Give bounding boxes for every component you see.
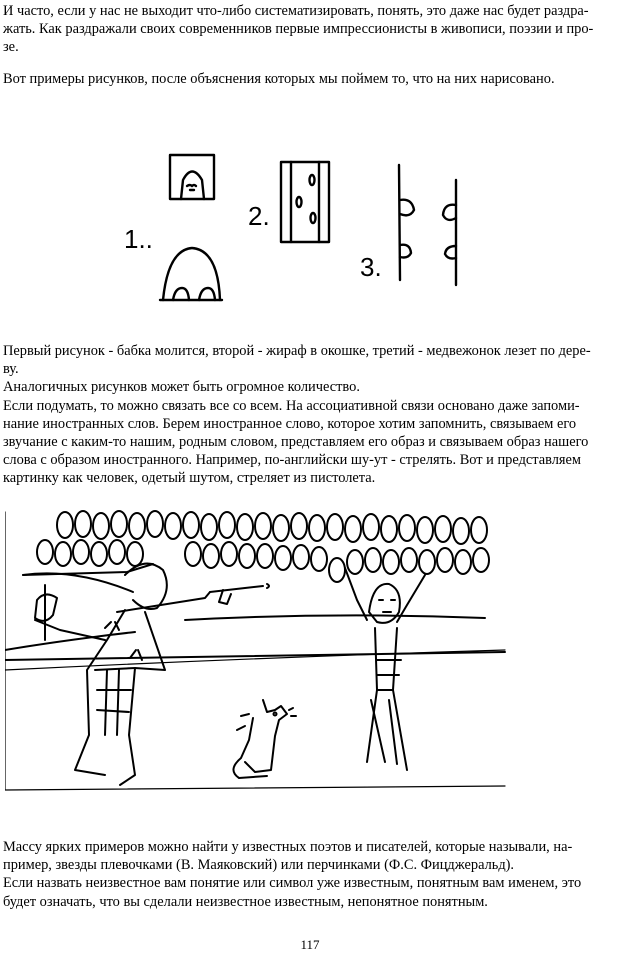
dog-figure <box>233 700 296 778</box>
text-line: будет означать, что вы сделали неизвестное известным, непонятное понятным. <box>3 893 488 910</box>
text-line: Первый рисунок - бабка молится, второй - жираф в окошке, третий - медвежонок лезет по дере- <box>3 343 591 359</box>
drawing-grandmother-praying <box>160 155 222 300</box>
text-line: картинку как человек, одетый шутом, стреляет из пистолета. <box>3 470 376 487</box>
ground-line <box>5 650 505 670</box>
drawing-label-1: 1.. <box>124 224 153 254</box>
text-line: Если назвать неизвестное вам понятие или символ уже известным, понятным вам именем, это <box>3 875 582 892</box>
victim-figure <box>345 568 425 770</box>
text-line: Аналогичных рисунков может быть огромное количество. <box>3 379 360 396</box>
crowd-drawing <box>37 511 489 582</box>
text-line: нание иностранных слов. Берем иностранное слово, которое хотим запомнить, связываем его <box>3 415 577 432</box>
paragraph-caption <box>3 342 615 488</box>
drawing-giraffe-window <box>281 162 329 242</box>
text-line: жать. Как раздражали своих современников первые импрессионисты в живописи, поэзии и про- <box>3 21 594 38</box>
text-line: пример, звезды плевочками (В. Маяковский) или перчинками (Ф.С. Фицджеральд). <box>3 857 515 874</box>
paragraph-bottom <box>3 838 615 911</box>
jester-shooting-illustration <box>5 500 510 805</box>
text-line: слова с образом иностранного. Например, по-английски шу-ут - стрелять. Вот и представляем <box>3 452 582 469</box>
ground-line <box>185 615 485 620</box>
paragraph-intro <box>3 2 615 57</box>
jester-figure <box>23 564 269 785</box>
ambiguous-drawings-figure <box>110 120 530 332</box>
text-line: зе. <box>3 39 19 56</box>
ground-line <box>5 632 135 650</box>
text-line: ву. <box>3 361 19 378</box>
drawing-label-2: 2. <box>248 201 270 231</box>
drawing-bear-climbing-tree <box>399 165 456 285</box>
page-number: 117 <box>300 937 320 952</box>
text-line: И часто, если у нас не выходит что-либо систематизировать, понять, это даже нас будет раздра- <box>3 3 589 19</box>
drawing-label-3: 3. <box>360 252 382 282</box>
text-line: звучание с каким-то нашим, родным словом, представляем его образ и связываем образ нашего <box>3 434 589 451</box>
text-line: Если подумать, то можно связать все со всем. На ассоциативной связи основано даже запоми- <box>3 397 580 414</box>
paragraph-examples <box>3 70 615 88</box>
text-line: Массу ярких примеров можно найти у известных поэтов и писателей, которые называли, на- <box>3 839 573 855</box>
text-line: Вот примеры рисунков, после объяснения которых мы поймем то, что на них нарисовано. <box>3 71 555 87</box>
